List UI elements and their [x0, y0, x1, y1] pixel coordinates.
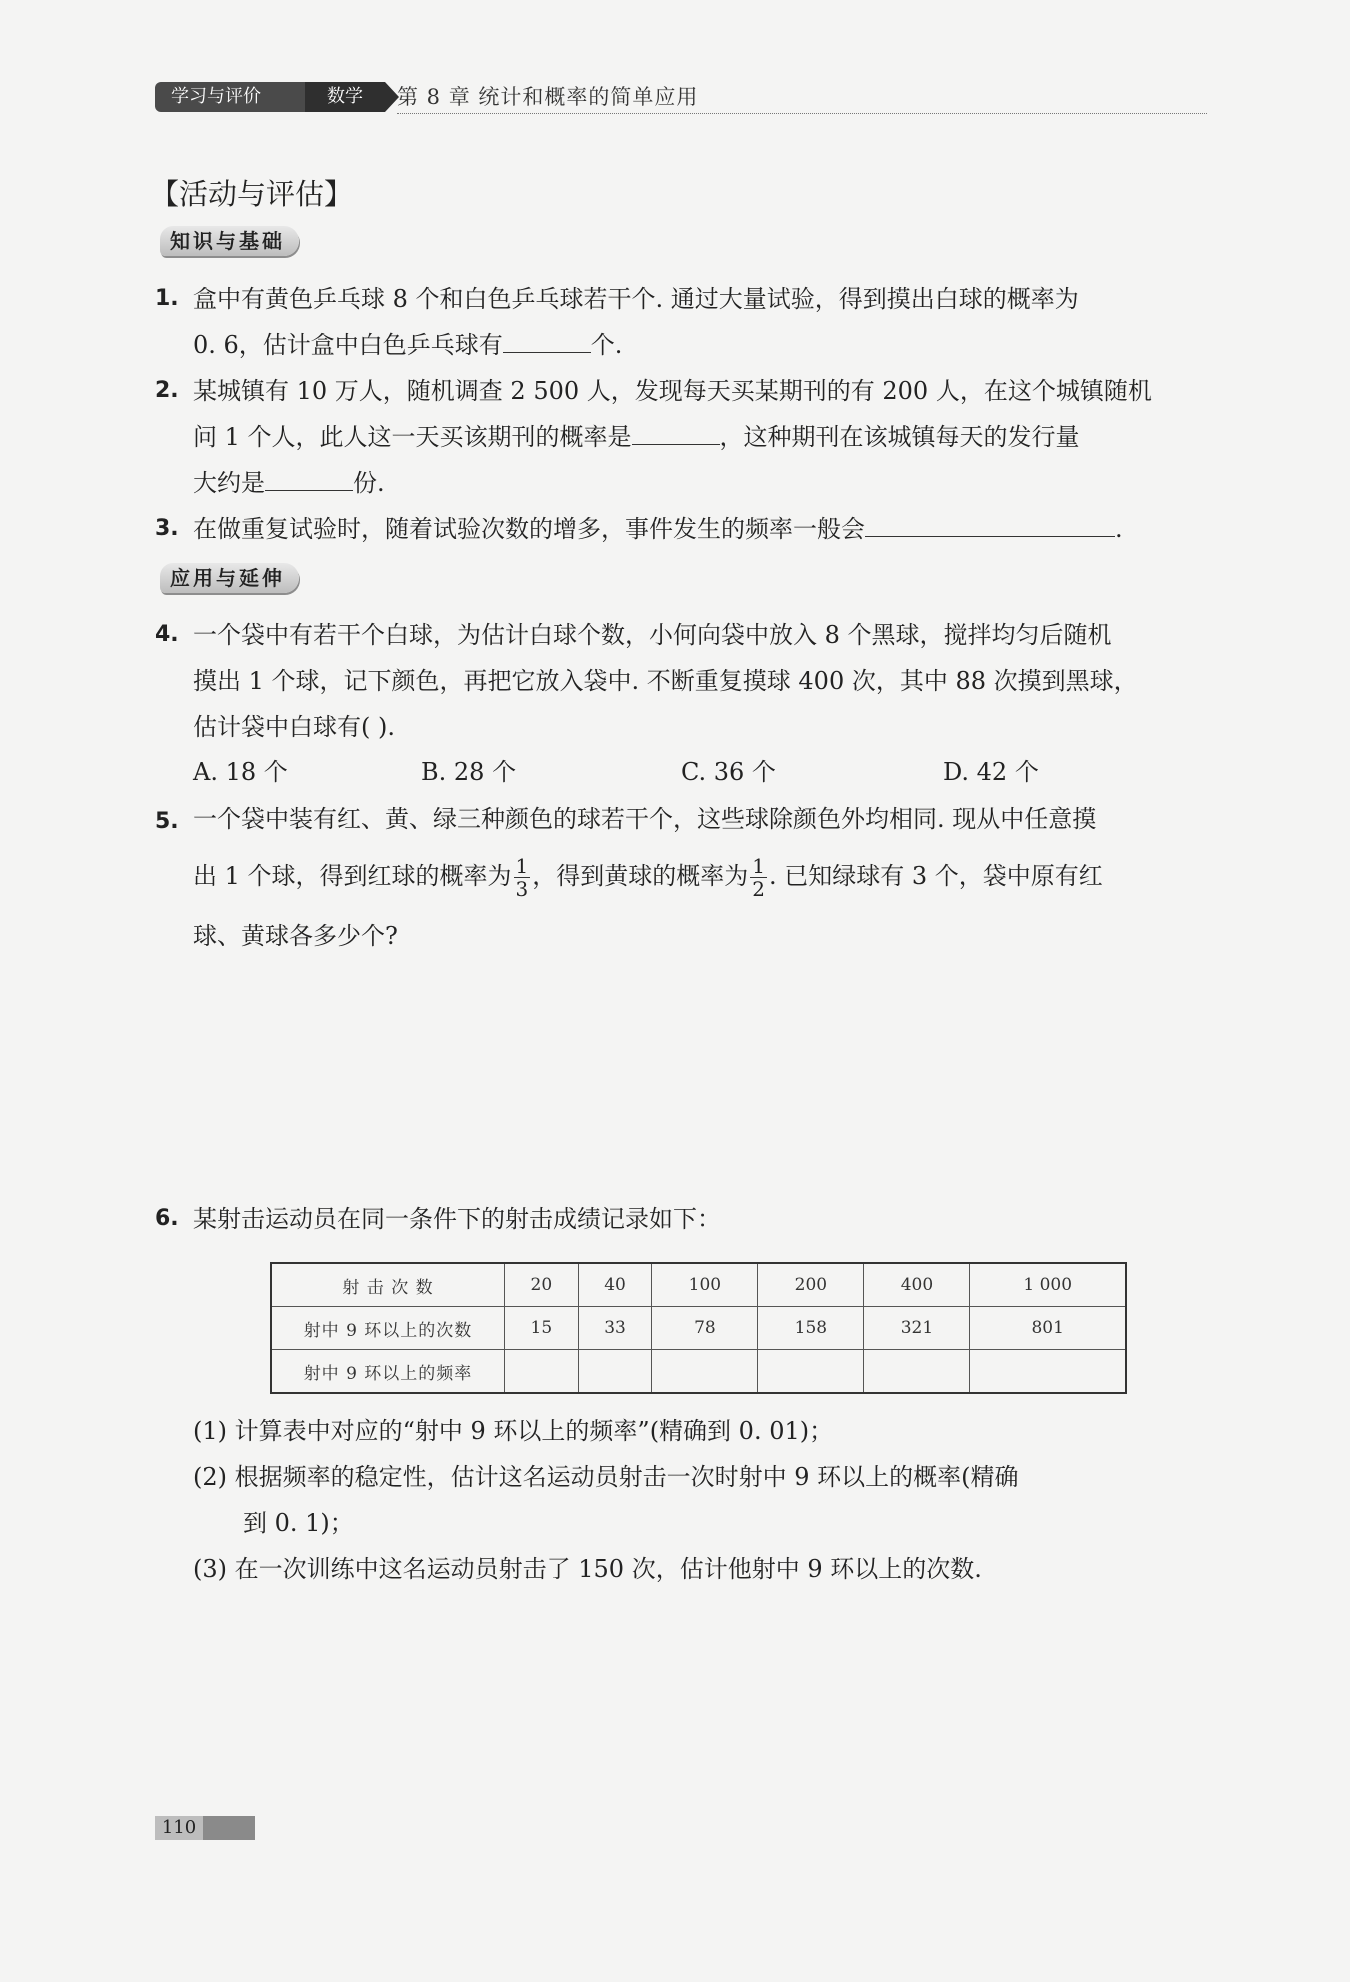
table-cell: 40 — [578, 1263, 652, 1307]
question-number: 1. — [155, 286, 179, 311]
fraction-one-half: $\frac{1}{2}$ — [752, 854, 765, 901]
table-cell: 33 — [578, 1307, 652, 1350]
row-header-frequency: 射中 9 环以上的频率 — [271, 1350, 505, 1394]
row-header-shots: 射 击 次 数 — [271, 1263, 505, 1307]
question-text: 0. 6，估计盒中白色乒乓球有 — [193, 331, 503, 359]
answer-cell[interactable] — [970, 1350, 1126, 1394]
question-text: 份. — [353, 469, 385, 497]
answer-cell[interactable] — [652, 1350, 758, 1394]
table-cell: 400 — [864, 1263, 970, 1307]
question-4 — [155, 612, 1205, 750]
question-text: 某射击运动员在同一条件下的射击成绩记录如下： — [193, 1205, 721, 1233]
question-1 — [155, 276, 1205, 368]
question-number: 5. — [155, 809, 179, 834]
answer-cell[interactable] — [578, 1350, 652, 1394]
table-row — [271, 1350, 1126, 1394]
choice-c[interactable]: C. 36 个 — [681, 758, 776, 786]
table-row — [271, 1263, 1126, 1307]
table-cell: 158 — [758, 1307, 864, 1350]
question-text: 球、黄球各多少个? — [193, 922, 398, 950]
question-text: 某城镇有 10 万人，随机调查 2 500 人，发现每天买某期刊的有 200 人，在这个城镇随机 — [193, 377, 1152, 405]
question-text: 问 1 个人，此人这一天买该期刊的概率是 — [193, 423, 632, 451]
answer-cell[interactable] — [864, 1350, 970, 1394]
chapter-title: 第 8 章 统计和概率的简单应用 — [397, 85, 699, 109]
subquestion-1: (1) 计算表中对应的“射中 9 环以上的频率”(精确到 0. 01)； — [193, 1417, 834, 1445]
answer-cell[interactable] — [505, 1350, 579, 1394]
table-cell: 100 — [652, 1263, 758, 1307]
table-cell: 200 — [758, 1263, 864, 1307]
choice-a[interactable]: A. 18 个 — [193, 758, 288, 786]
header-divider — [397, 113, 1207, 114]
question-text: 出 1 个球，得到红球的概率为 — [193, 862, 512, 890]
question-text: 一个袋中装有红、黄、绿三种颜色的球若干个，这些球除颜色外均相同. 现从中任意摸 — [193, 805, 1097, 833]
answer-blank[interactable] — [632, 416, 720, 445]
question-text: 个. — [590, 331, 623, 359]
question-text: ，这种期刊在该城镇每天的发行量 — [719, 423, 1080, 451]
section-title: 【活动与评估】 — [150, 177, 354, 211]
fraction-one-third: $\frac{1}{3}$ — [515, 854, 529, 901]
question-number: 4. — [155, 622, 179, 647]
book-subject: 数学 — [305, 82, 385, 112]
question-text: 摸出 1 个球，记下颜色，再把它放入袋中. 不断重复摸球 400 次，其中 88 次摸到黑球， — [193, 667, 1138, 695]
question-2 — [155, 368, 1205, 506]
question-text: . — [1115, 515, 1123, 543]
row-header-hits: 射中 9 环以上的次数 — [271, 1307, 505, 1350]
question-number: 2. — [155, 378, 179, 403]
subquestion-text: 到 0. 1)； — [243, 1509, 354, 1537]
page-header — [155, 82, 1207, 114]
table-cell: 78 — [652, 1307, 758, 1350]
table-cell: 1 000 — [970, 1263, 1126, 1307]
subquestion-text: (2) 根据频率的稳定性，估计这名运动员射击一次时射中 9 环以上的概率(精确 — [193, 1463, 1019, 1491]
section-tag-basics: 知识与基础 — [160, 226, 299, 256]
question-text: 大约是 — [193, 469, 265, 497]
question-text: 一个袋中有若干个白球，为估计白球个数，小何向袋中放入 8 个黑球，搅拌均匀后随机 — [193, 621, 1112, 649]
subquestion-2 — [193, 1454, 1208, 1546]
table-cell: 20 — [505, 1263, 579, 1307]
choice-d[interactable]: D. 42 个 — [943, 758, 1039, 786]
answer-blank[interactable] — [865, 508, 1115, 537]
book-title: 学习与评价 — [155, 82, 385, 112]
table-cell: 801 — [970, 1307, 1126, 1350]
table-cell: 321 — [864, 1307, 970, 1350]
question-text: 在做重复试验时，随着试验次数的增多，事件发生的频率一般会 — [193, 515, 865, 543]
subquestion-3: (3) 在一次训练中这名运动员射击了 150 次，估计他射中 9 环以上的次数. — [193, 1555, 982, 1583]
answer-blank[interactable] — [265, 462, 353, 491]
page-number-bar — [203, 1816, 255, 1840]
question-text: 估计袋中白球有( ). — [193, 713, 395, 741]
section-tag-application: 应用与延伸 — [160, 563, 299, 593]
question-6 — [155, 1196, 1205, 1242]
answer-blank[interactable] — [503, 324, 591, 353]
question-number: 3. — [155, 516, 179, 541]
table-cell: 15 — [505, 1307, 579, 1350]
choice-b[interactable]: B. 28 个 — [421, 758, 517, 786]
page-number: 110 — [155, 1816, 203, 1840]
question-5 — [155, 796, 1205, 966]
answer-cell[interactable] — [758, 1350, 864, 1394]
table-row — [271, 1307, 1126, 1350]
question-text: 盒中有黄色乒乓球 8 个和白色乒乓球若干个. 通过大量试验，得到摸出白球的概率为 — [193, 285, 1079, 313]
question-3 — [155, 506, 1205, 552]
shooting-record-table — [270, 1262, 1127, 1394]
question-text: . 已知绿球有 3 个，袋中原有红 — [769, 862, 1103, 890]
question-text: ，得到黄球的概率为 — [532, 862, 749, 890]
question-number: 6. — [155, 1206, 179, 1231]
